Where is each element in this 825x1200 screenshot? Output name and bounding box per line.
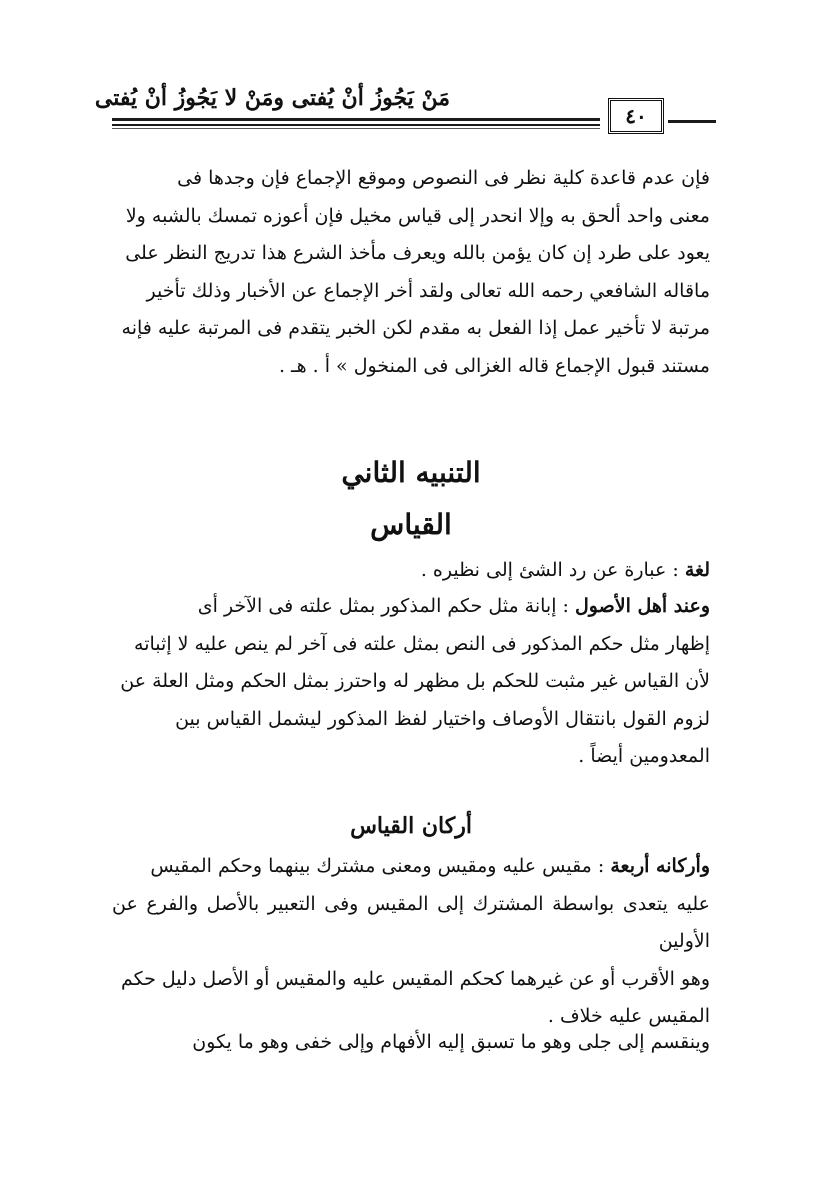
lugha-text: : عبارة عن رد الشئ إلى نظيره . [420, 559, 685, 581]
heading-arkan: أركان القياس [350, 813, 472, 839]
arkan-text: : مقيس عليه ومقيس ومعنى مشترك بينهما وحكم المقيس عليه يتعدى بواسطة المشترك إلى المقيس وفى التعبير بالأصل والفرع عن الأولين وهو الأقرب أو عن غيرهما كحكم المقيس عليه والمقيس أو الأصل دليل حكم المقيس عليه خلاف . [112, 855, 710, 1027]
definition-lugha [112, 552, 710, 590]
lugha-term: لغة [684, 559, 710, 581]
header-rule-right [668, 120, 716, 123]
header-rule-thick [112, 118, 600, 121]
paragraph-1: فإن عدم قاعدة كلية نظر فى النصوص وموقع الإجماع فإن وجدها فى معنى واحد ألحق به وإلا انحدر إلى قياس مخيل فإن أعوزه تمسك بالشبه ولا يعود على طرد إن كان يؤمن بالله ويعرف مأخذ الشرع هذا تدريج النظر على ماقاله الشافعي رحمه الله تعالى ولقد أخر الإجماع عن الأخبار وذلك تأخير مرتبة لا تأخير عمل إذا الفعل به مقدم لكن الخبر يتقدم فى المرتبة عليه فإنه مستند قبول الإجماع قاله الغزالى فى المنخول » أ . هـ . [121, 167, 710, 377]
arkan-paragraph [112, 848, 710, 1036]
heading-qiyas: القياس [370, 508, 452, 541]
header-rule-thin [112, 128, 600, 129]
header-title: مَنْ يَجُوزُ أنْ يُفتى ومَنْ لا يَجُوزُ أنْ يُفتى [94, 85, 450, 111]
usul-term: وعند أهل الأصول [574, 595, 710, 617]
heading-tanbih: التنبيه الثاني [341, 456, 481, 489]
header-rule-middle [112, 124, 600, 126]
arkan-term: وأركانه أربعة [610, 855, 710, 877]
definition-usul [112, 588, 710, 776]
paragraph-last: وينقسم إلى جلى وهو ما تسبق إليه الأفهام وإلى خفى وهو ما يكون [192, 1031, 710, 1053]
page-number-box: ٤٠ [608, 98, 664, 134]
usul-text: : إبانة مثل حكم المذكور بمثل علته فى الآخر أى إظهار مثل حكم المذكور فى النص بمثل علته فى آخر لم ينص عليه لا إثباته لأن القياس غير مثبت للحكم بل مظهر له واحترز بمثل الحكم ومثل العلة عن لزوم القول بانتقال الأوصاف واختيار لفظ المذكور ليشمل القياس بين المعدومين أيضاً . [120, 595, 710, 767]
